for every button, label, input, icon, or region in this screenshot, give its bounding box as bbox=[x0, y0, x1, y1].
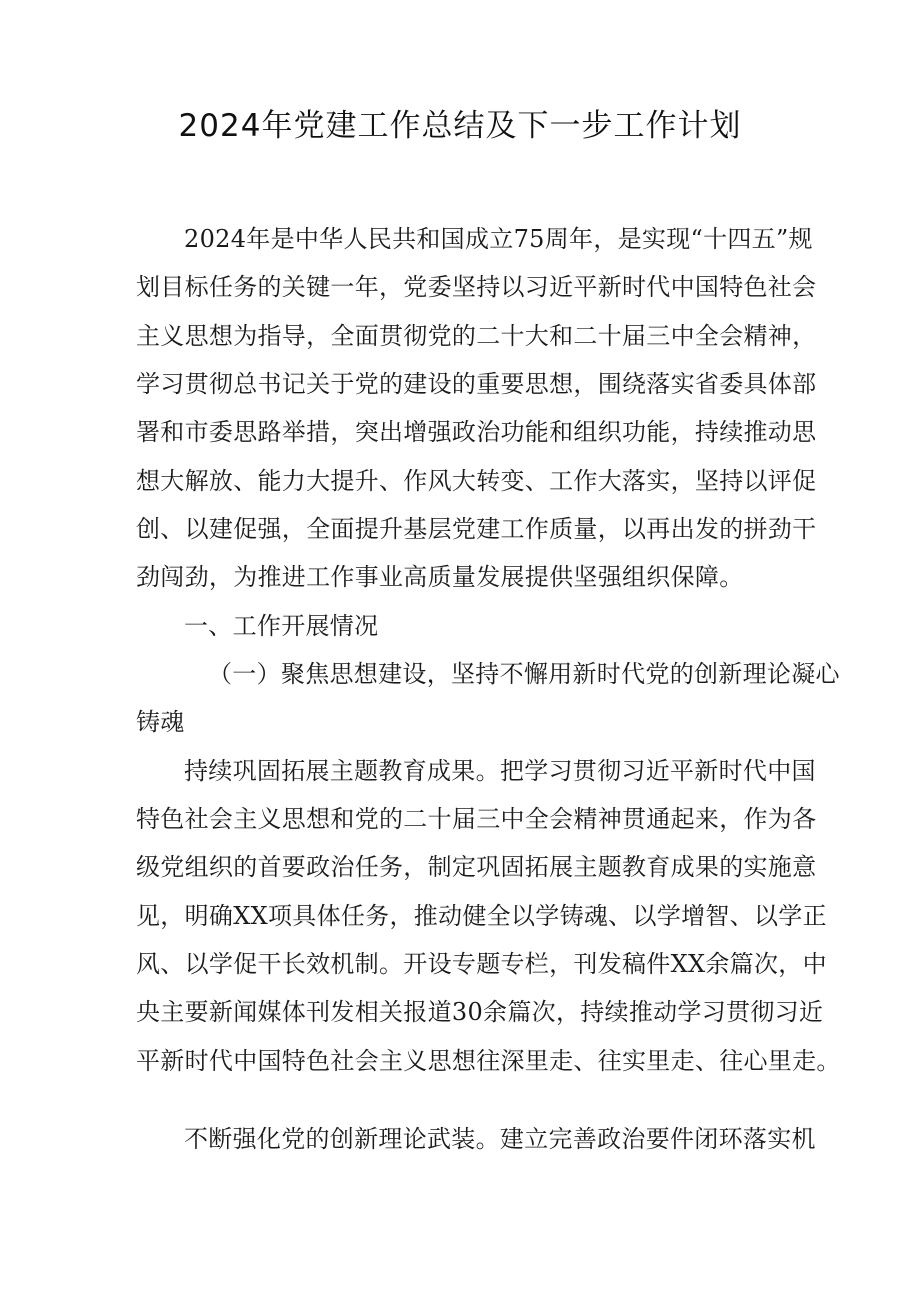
paragraph-1-line: 创、以建促强，全面提升基层党建工作质量，以再出发的拼劲干 bbox=[136, 515, 817, 543]
paragraph-2-line: 级党组织的首要政治任务，制定巩固拓展主题教育成果的实施意 bbox=[136, 853, 817, 881]
paragraph-1-line: 想大解放、能力大提升、作风大转变、工作大落实，坚持以评促 bbox=[136, 467, 817, 495]
paragraph-2-line: 平新时代中国特色社会主义思想往深里走、往实里走、往心里走。 bbox=[136, 1047, 841, 1075]
paragraph-1-line: 2024年是中华人民共和国成立75周年，是实现“十四五”规 bbox=[184, 225, 813, 253]
paragraph-2-line: 特色社会主义思想和党的二十届三中全会精神贯通起来，作为各 bbox=[136, 805, 817, 833]
paragraph-2-line: 见，明确XX项具体任务，推动健全以学铸魂、以学增智、以学正 bbox=[136, 902, 827, 930]
paragraph-1-line: 划目标任务的关键一年，党委坚持以习近平新时代中国特色社会 bbox=[136, 273, 817, 301]
paragraph-1-line: 劲闯劲，为推进工作事业高质量发展提供坚强组织保障。 bbox=[136, 563, 744, 591]
paragraph-1-line: 署和市委思路举措，突出增强政治功能和组织功能，持续推动思 bbox=[136, 418, 817, 446]
document-title: 2024年党建工作总结及下一步工作计划 bbox=[178, 108, 742, 144]
paragraph-2-line: 风、以学促干长效机制。开设专题专栏，刊发稿件XX余篇次，中 bbox=[136, 950, 827, 978]
subsection-1-heading-line: （一）聚焦思想建设，坚持不懈用新时代党的创新理论凝心 bbox=[208, 660, 840, 688]
section-1-heading: 一、工作开展情况 bbox=[184, 612, 379, 640]
paragraph-2-line: 央主要新闻媒体刊发相关报道30余篇次，持续推动学习贯彻习近 bbox=[136, 998, 824, 1026]
paragraph-1-line: 主义思想为指导，全面贯彻党的二十大和二十届三中全会精神， bbox=[136, 322, 817, 350]
subsection-1-heading-line: 铸魂 bbox=[136, 708, 185, 736]
paragraph-1-line: 学习贯彻总书记关于党的建设的重要思想，围绕落实省委具体部 bbox=[136, 370, 817, 398]
paragraph-2-line: 持续巩固拓展主题教育成果。把学习贯彻习近平新时代中国 bbox=[184, 757, 816, 785]
paragraph-3-line: 不断强化党的创新理论武装。建立完善政治要件闭环落实机 bbox=[184, 1125, 816, 1153]
